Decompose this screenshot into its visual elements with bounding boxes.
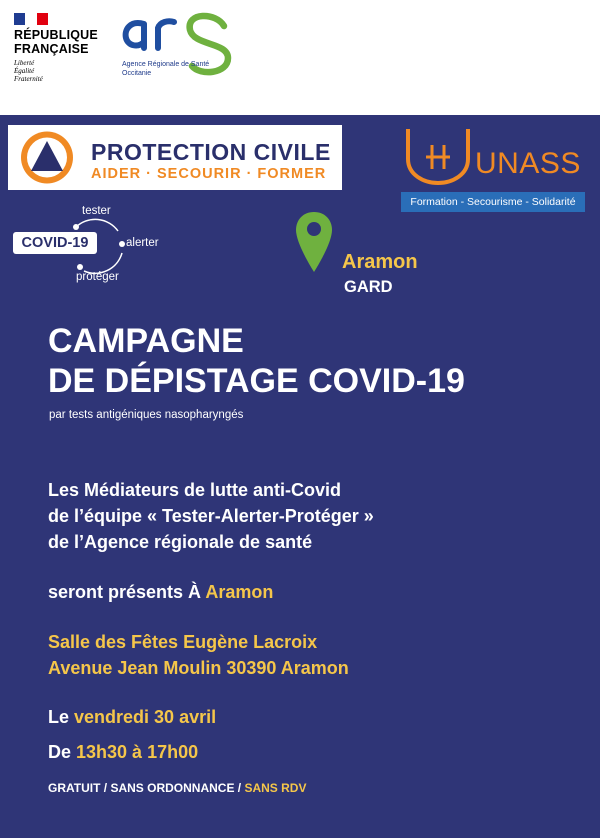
presence-line [48, 580, 273, 604]
conditions-no-appointment: SANS RDV [244, 781, 307, 795]
presence-prefix: seront présents À [48, 582, 206, 602]
campaign-subtitle: par tests antigéniques nasopharyngés [49, 409, 244, 421]
intro-line-3: de l’Agence régionale de santé [48, 532, 313, 552]
campaign-title-line1: CAMPAGNE [48, 322, 244, 360]
covid19-badge: COVID-19 [13, 232, 97, 254]
venue-line-1: Salle des Fêtes Eugène Lacroix [48, 632, 318, 652]
date-prefix: Le [48, 707, 75, 727]
ars-logo [120, 6, 238, 83]
tap-tester-label: tester [82, 205, 111, 217]
conditions-white: GRATUIT / SANS ORDONNANCE / [48, 781, 245, 795]
protection-civile-title: PROTECTION CIVILE [91, 139, 331, 165]
protection-civile-tagline: AIDER · SECOURIR · FORMER [91, 166, 327, 182]
presence-city: Aramon [205, 582, 274, 602]
unass-name: UNASS [475, 147, 581, 180]
date-line [48, 705, 216, 729]
rf-line1: RÉPUBLIQUE [14, 28, 98, 42]
ars-region: Occitanie [122, 70, 152, 77]
unass-emblem-icon [402, 125, 474, 187]
venue-line-2: Avenue Jean Moulin 30390 Aramon [48, 658, 349, 678]
campaign-title-line2: DE DÉPISTAGE COVID-19 [48, 362, 465, 400]
rf-motto-3: Fraternité [14, 75, 43, 83]
rf-motto-2: Égalité [14, 67, 35, 75]
time-value: 13h30 à 17h00 [76, 742, 199, 762]
rf-motto-1: Liberté [14, 59, 35, 67]
date-value: vendredi 30 avril [74, 707, 217, 727]
protection-civile-triangle-icon [14, 129, 80, 186]
location-city: Aramon [342, 251, 418, 273]
unass-tagline: Formation - Secourisme - Solidarité [401, 192, 585, 212]
french-flag-icon [14, 13, 48, 25]
tap-alerter-label: alerter [126, 237, 159, 249]
ars-agency-name: Agence Régionale de Santé [122, 61, 210, 68]
tap-proteger-label: protéger [76, 271, 119, 283]
intro-line-2: de l’équipe « Tester-Alerter-Protéger » [48, 506, 374, 526]
time-prefix: De [48, 742, 77, 762]
republique-francaise-logo [14, 28, 98, 83]
protection-civile-logo [8, 125, 342, 190]
intro-line-1: Les Médiateurs de lutte anti-Covid [48, 480, 342, 500]
time-line [48, 740, 198, 764]
conditions-line [48, 781, 306, 795]
location-department: GARD [344, 278, 393, 296]
location-pin-icon [294, 210, 334, 274]
rf-line2: FRANÇAISE [14, 42, 89, 56]
